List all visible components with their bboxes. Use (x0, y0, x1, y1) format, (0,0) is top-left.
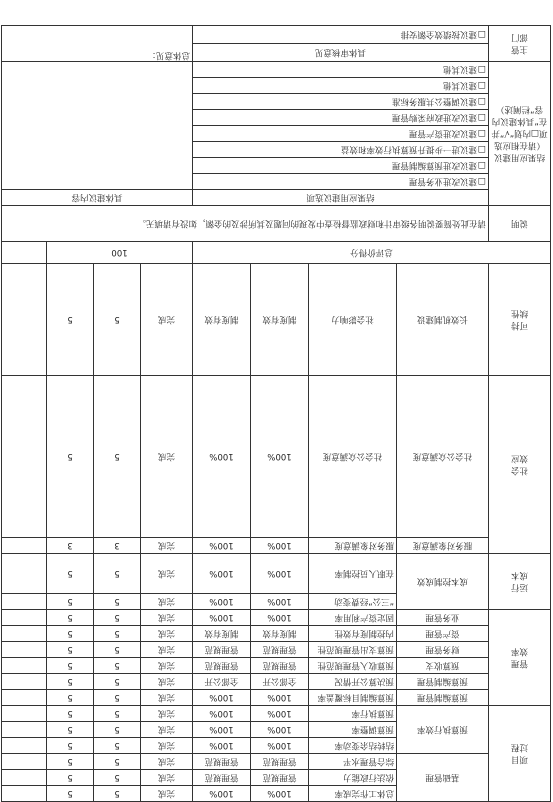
score: 5 (47, 626, 94, 642)
evaluation-table (1, 25, 551, 802)
actual-value: 100% (193, 538, 251, 554)
weight: 5 (94, 690, 141, 706)
blank-cell (2, 770, 47, 786)
actual-value: 管理规范 (193, 642, 251, 658)
indicator: 结转结余变动率 (309, 738, 397, 754)
score: 5 (47, 738, 94, 754)
option-item[interactable] (193, 78, 489, 94)
indicator: 预算收入管理规范性 (309, 658, 397, 674)
score: 5 (47, 690, 94, 706)
evaluation: 完成 (141, 770, 193, 786)
weight: 5 (94, 674, 141, 690)
evaluation: 完成 (141, 722, 193, 738)
evaluation: 完成 (141, 594, 193, 610)
checkbox-icon (477, 30, 486, 40)
note-text: 请在此处简要说明各级审计和财政监督检查中发现的问题及其所涉及的金额，如没有请填无。 (2, 206, 489, 242)
group-budget-exec-rate: 预算执行效率 (397, 706, 489, 754)
weight: 5 (94, 610, 141, 626)
weight: 5 (94, 626, 141, 642)
actual-value: 制度有效 (193, 264, 251, 376)
indicator: 固定资产利用率 (309, 610, 397, 626)
evaluation: 完成 (141, 786, 193, 802)
dept-review: 具体审核意见 (193, 44, 489, 62)
group-cost-control: 成本控制成效 (397, 554, 489, 610)
standard-value: 100% (251, 690, 309, 706)
sub-budget-rev: 预算收支 (397, 658, 489, 674)
standard-value: 管理规范 (251, 770, 309, 786)
standard-value: 100% (251, 706, 309, 722)
blank-cell (2, 626, 47, 642)
option-text: 建议进一步提升预算执行效率和效益 (340, 144, 477, 155)
indicator: 预算执行率 (309, 706, 397, 722)
checkbox-icon (477, 177, 486, 187)
indicator: 内控制度有效性 (309, 626, 397, 642)
blank-cell (2, 738, 47, 754)
standard-value: 100% (251, 376, 309, 538)
standard-value: 全部公开 (251, 674, 309, 690)
actual-value: 管理规范 (193, 754, 251, 770)
weight: 5 (94, 754, 141, 770)
weight: 5 (94, 706, 141, 722)
score: 5 (47, 610, 94, 626)
option-text: 建议调整公共服务标准 (391, 96, 477, 107)
checkbox-icon (477, 65, 486, 75)
dept-label: 主管 部门 (489, 26, 551, 62)
blank-cell (2, 658, 47, 674)
score: 5 (47, 706, 94, 722)
score: 5 (47, 722, 94, 738)
group-public-sat: 社会公众满意度 (397, 376, 489, 538)
actual-value: 100% (193, 722, 251, 738)
total-value: 100 (47, 242, 193, 264)
standard-value: 100% (251, 738, 309, 754)
option-item[interactable] (193, 142, 489, 158)
dept-option-text: 建议按绩效全额安排 (400, 29, 477, 40)
standard-value: 管理规范 (251, 754, 309, 770)
indicator: 社会影响力 (309, 264, 397, 376)
section-sustain: 项目 过程 (489, 706, 551, 802)
standard-value: 制度有效 (251, 264, 309, 376)
group-budget-mgmt: 预算编制管理 (397, 690, 489, 706)
blank-cell (2, 754, 47, 770)
checkbox-icon (477, 161, 486, 171)
actual-value: 管理规范 (193, 658, 251, 674)
evaluation: 完成 (141, 738, 193, 754)
section-sustain: 可持 续性 (489, 264, 551, 376)
option-item[interactable] (193, 62, 489, 78)
option-text: 建议改进政府采购管理 (391, 112, 477, 123)
dept-option[interactable] (193, 26, 489, 44)
indicator: “三公”经费变动 (309, 594, 397, 610)
option-text: 建议改进业务管理 (408, 176, 477, 187)
option-text: 建议其他 (442, 64, 477, 75)
indicator: 综合管理水平 (309, 754, 397, 770)
group-service-sat: 服务对象满意度 (397, 538, 489, 554)
blank-cell (2, 538, 47, 554)
options-header: 结果应用建议选项 (193, 190, 489, 206)
blank-cell (2, 786, 47, 802)
weight: 3 (94, 538, 141, 554)
score: 5 (47, 554, 94, 594)
standard-value: 100% (251, 538, 309, 554)
indicator: 预算调整率 (309, 722, 397, 738)
evaluation: 完成 (141, 658, 193, 674)
score: 5 (47, 674, 94, 690)
actual-value: 制度有效 (193, 626, 251, 642)
blank-cell (2, 594, 47, 610)
indicator: 依法行政能力 (309, 770, 397, 786)
evaluation: 完成 (141, 538, 193, 554)
score: 3 (47, 538, 94, 554)
option-item[interactable] (193, 174, 489, 190)
sub-business: 业务管理 (397, 610, 489, 626)
evaluation: 完成 (141, 554, 193, 594)
evaluation: 完成 (141, 706, 193, 722)
checkbox-icon (477, 97, 486, 107)
score: 5 (47, 594, 94, 610)
indicator: 在职人员控制率 (309, 554, 397, 594)
indicator: 总体工作完成率 (309, 786, 397, 802)
score: 5 (47, 658, 94, 674)
indicator: 预算支出管理规范性 (309, 642, 397, 658)
score: 5 (47, 770, 94, 786)
option-text: 建议改进资产管理 (408, 128, 477, 139)
option-item[interactable] (193, 126, 489, 142)
evaluation: 完成 (141, 754, 193, 770)
actual-value: 100% (193, 554, 251, 594)
standard-value: 100% (251, 786, 309, 802)
result-label: 结果应用建议 （请在相应选项□内划“√”并在“具体建议内容”栏阐述） (489, 62, 551, 206)
actual-value: 100% (193, 594, 251, 610)
actual-value: 100% (193, 738, 251, 754)
checkbox-icon (477, 113, 486, 123)
indicator: 服务对象满意度 (309, 538, 397, 554)
standard-value: 管理规范 (251, 658, 309, 674)
evaluation-form-page (0, 2, 553, 802)
section-social: 社会 效应 (489, 376, 551, 554)
actual-value: 100% (193, 706, 251, 722)
total-label: 总评价得分 (193, 242, 551, 264)
sub-finance: 财务管理 (397, 642, 489, 658)
blank-cell (2, 690, 47, 706)
actual-value: 100% (193, 690, 251, 706)
indicator: 预算编制目标覆盖率 (309, 690, 397, 706)
standard-value: 100% (251, 610, 309, 626)
weight: 5 (94, 264, 141, 376)
actual-value: 管理规范 (193, 770, 251, 786)
group-budget-mgmt-2: 预算编制管理 (397, 674, 489, 690)
blank-cell (2, 554, 47, 594)
blank-cell (2, 264, 47, 376)
actual-value: 100% (193, 376, 251, 538)
option-text: 建议其他 (442, 80, 477, 91)
detail-content[interactable] (2, 62, 193, 190)
sub-asset: 资产管理 (397, 626, 489, 642)
blank-cell (2, 706, 47, 722)
section-management: 管理 效率 (489, 610, 551, 706)
evaluation: 完成 (141, 610, 193, 626)
blank-cell (2, 610, 47, 626)
standard-value: 制度有效 (251, 626, 309, 642)
weight: 5 (94, 376, 141, 538)
blank-cell (2, 242, 47, 264)
weight: 5 (94, 642, 141, 658)
score: 5 (47, 264, 94, 376)
blank-cell (2, 722, 47, 738)
weight: 5 (94, 770, 141, 786)
weight: 5 (94, 658, 141, 674)
section-operation: 运行 成本 (489, 554, 551, 610)
standard-value: 100% (251, 554, 309, 594)
note-label: 说明 (489, 206, 551, 242)
blank-cell (2, 674, 47, 690)
weight: 5 (94, 738, 141, 754)
actual-value: 全部公开 (193, 674, 251, 690)
score: 5 (47, 376, 94, 538)
evaluation: 完成 (141, 690, 193, 706)
indicator: 预决算公开情况 (309, 674, 397, 690)
standard-value: 100% (251, 594, 309, 610)
checkbox-icon (477, 145, 486, 155)
dept-overall[interactable]: 总体意见： (2, 26, 193, 62)
blank-cell (2, 376, 47, 538)
option-item[interactable] (193, 94, 489, 110)
weight: 5 (94, 722, 141, 738)
checkbox-icon (477, 81, 486, 91)
blank-cell (2, 642, 47, 658)
actual-value: 100% (193, 610, 251, 626)
weight: 5 (94, 594, 141, 610)
option-item[interactable] (193, 110, 489, 126)
standard-value: 100% (251, 722, 309, 738)
standard-value: 管理规范 (251, 642, 309, 658)
option-text: 建议改进预算编制管理 (391, 160, 477, 171)
evaluation: 完成 (141, 376, 193, 538)
weight: 5 (94, 786, 141, 802)
option-item[interactable] (193, 158, 489, 174)
evaluation: 完成 (141, 626, 193, 642)
indicator: 社会公众满意度 (309, 376, 397, 538)
score: 5 (47, 754, 94, 770)
actual-value: 100% (193, 786, 251, 802)
evaluation: 完成 (141, 674, 193, 690)
group-mechanism: 长效机制建设 (397, 264, 489, 376)
detail-header: 具体建议内容 (2, 190, 193, 206)
checkbox-icon (477, 129, 486, 139)
score: 5 (47, 642, 94, 658)
weight: 5 (94, 554, 141, 594)
score: 5 (47, 786, 94, 802)
evaluation: 完成 (141, 642, 193, 658)
evaluation: 完成 (141, 264, 193, 376)
group-basic-mgmt: 基础管理 (397, 754, 489, 802)
